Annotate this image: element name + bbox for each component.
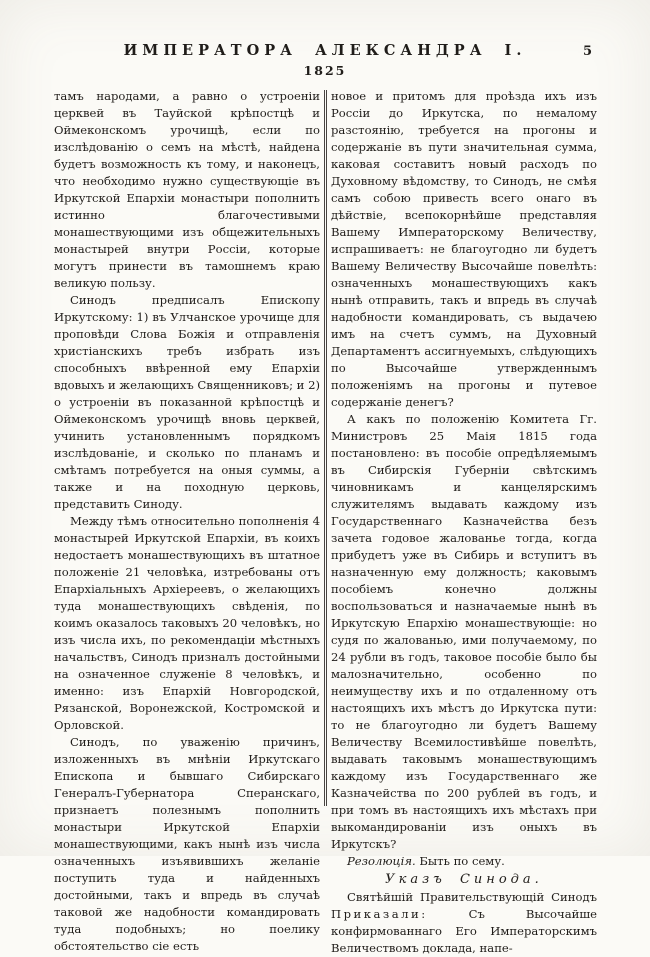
- paragraph: [331, 411, 597, 853]
- paragraph: [54, 513, 320, 734]
- text-run: А какъ по положенію Комитета Гг. Министровъ 25 Маія 1815 года постановлено: въ пособіе опредѣляемымъ въ Сибирскія Губерніи свѣтскимъ чиновникамъ и канцелярскимъ служителямъ выдавать каждому изъ Государственнаго Казначейства безъ зачета годовое жалованье тогда, когда прибудетъ уже въ Сибирь и вступитъ въ назначенную ему должность; каковымъ пособіемъ конечно должны воспользоваться и назначаемые нынѣ въ Иркутскую Епархію монашествующіе: но судя по жалованью, ими получаемому, по 24 рубли въ годъ, таковое пособіе было бы малозначительно, особенно по неимуществу ихъ и по отдаленному отъ настоящихъ ихъ мѣстъ до Иркутска пути: то не благоугодно ли будетъ Вашему Величеству Всемилостивѣйше повелѣть, выдавать таковымъ монашествующимъ каждому изъ Государственнаго же Казначейства по 200 рублей въ годъ, и при томъ въ настоящихъ ихъ мѣстахъ при выкомандированіи изъ оныхъ въ Иркутскъ?: [331, 412, 597, 851]
- column-divider-rule: [324, 90, 327, 806]
- paragraph: [331, 889, 597, 957]
- text-run: Приказали:: [331, 907, 428, 921]
- section-heading: [331, 871, 597, 888]
- page-header-title: ИМПЕРАТОРА АЛЕКСАНДРА I.: [123, 42, 527, 59]
- paragraph: [54, 734, 320, 955]
- page-number: 5: [582, 44, 592, 59]
- text-run: тамъ народами, а равно о устроеніи церквей въ Тауйской крѣпостцѣ и Оймеконскомъ урочищѣ, если по изслѣдованію о семъ на мѣстѣ, найдена будетъ возможность къ тому, и наконецъ, что необходимо нужно существующіе въ Иркутской Епархіи монастыри пополнить истинно благочестивыми монашествующими изъ общежительныхъ монастырей внутри Россіи, которые могутъ принести въ тамошнемъ краю великую пользу.: [54, 89, 320, 290]
- right-column: [331, 88, 597, 957]
- paragraph: [331, 88, 597, 411]
- text-run: Резолюція.: [347, 854, 416, 868]
- paragraph: [54, 292, 320, 513]
- text-columns: [54, 88, 602, 957]
- left-column: [54, 88, 320, 957]
- text-run: Между тѣмъ относительно пополненія 4 монастырей Иркутской Епархіи, въ коихъ недостаетъ монашествующихъ въ штатное положеніе 21 человѣка, изтребованы отъ Епархіальныхъ Архіереевъ, о желающихъ туда монашествующихъ свѣденія, по коимъ оказалось таковыхъ 20 человѣкъ, но изъ числа ихъ, по рекомендаціи мѣстныхъ начальствъ, Синодъ призналъ достойными на означенное служеніе 8 человѣкъ, и именно: изъ Епархій Новгородской, Рязанской, Воронежской, Костромской и Орловской.: [54, 514, 320, 732]
- text-run: Святѣйшій Правительствующій Синодъ: [347, 890, 597, 904]
- text-run: новое и притомъ для проѣзда ихъ изъ Россіи до Иркутска, по немалому разстоянію, требуется на прогоны и содержаніе въ пути значительная сумма, каковая составитъ новый расходъ по Духовному вѣдомству, то Синодъ, не смѣя самъ собою привесть всего онаго въ дѣйствіе, всепокорнѣйше представляя Вашему Императорскому Величеству, испрашиваетъ: не благоугодно ли будетъ Вашему Величеству Высочайше повелѣть: означенныхъ монашествующихъ какъ нынѣ отправить, такъ и впредь въ случаѣ надобности командировать, съ выдачею имъ на счетъ суммъ, на Духовный Департаментъ ассигнуемыхъ, слѣдующихъ по Высочайше утвержденнымъ положеніямъ на прогоны и путевое содержаніе денегъ?: [331, 89, 597, 409]
- page-header-year: 1825: [303, 63, 347, 78]
- text-run: Указъ Синода.: [385, 872, 543, 887]
- text-run: Съ Высочайше конфирмованнаго Его Императорскимъ Величествомъ доклада, напе-: [331, 907, 597, 955]
- text-run: Синодъ, по уваженію причинъ, изложенныхъ въ мнѣніи Иркутскаго Епископа и бывшаго Сибирскаго Генералъ-Губернатора Сперанскаго, признаетъ полезнымъ пополнить монастыри Иркутской Епархіи монашествующими, какъ нынѣ изъ числа означенныхъ изъявившихъ желаніе поступить туда и найденныхъ достойными, такъ и впредь въ случаѣ таковой же надобности командировать туда подобныхъ; но поелику обстоятельство сіе есть: [54, 735, 320, 953]
- text-run: Синодъ предписалъ Епископу Иркутскому: 1) въ Улчанское урочище для проповѣди Слова Божія и отправленія христіанскихъ требъ избрать изъ способныхъ ввѣренной ему Епархіи вдовыхъ и желающихъ Священниковъ; и 2) о устроеніи въ показанной крѣпостцѣ и Оймеконскомъ урочищѣ вновь церквей, учинить установленнымъ порядкомъ изслѣдованіе, и сколько по планамъ и смѣтамъ потребуется на оныя суммы, а также и на походную церковь, представить Синоду.: [54, 293, 320, 511]
- text-run: Быть по сему.: [415, 854, 505, 868]
- paragraph: [54, 88, 320, 292]
